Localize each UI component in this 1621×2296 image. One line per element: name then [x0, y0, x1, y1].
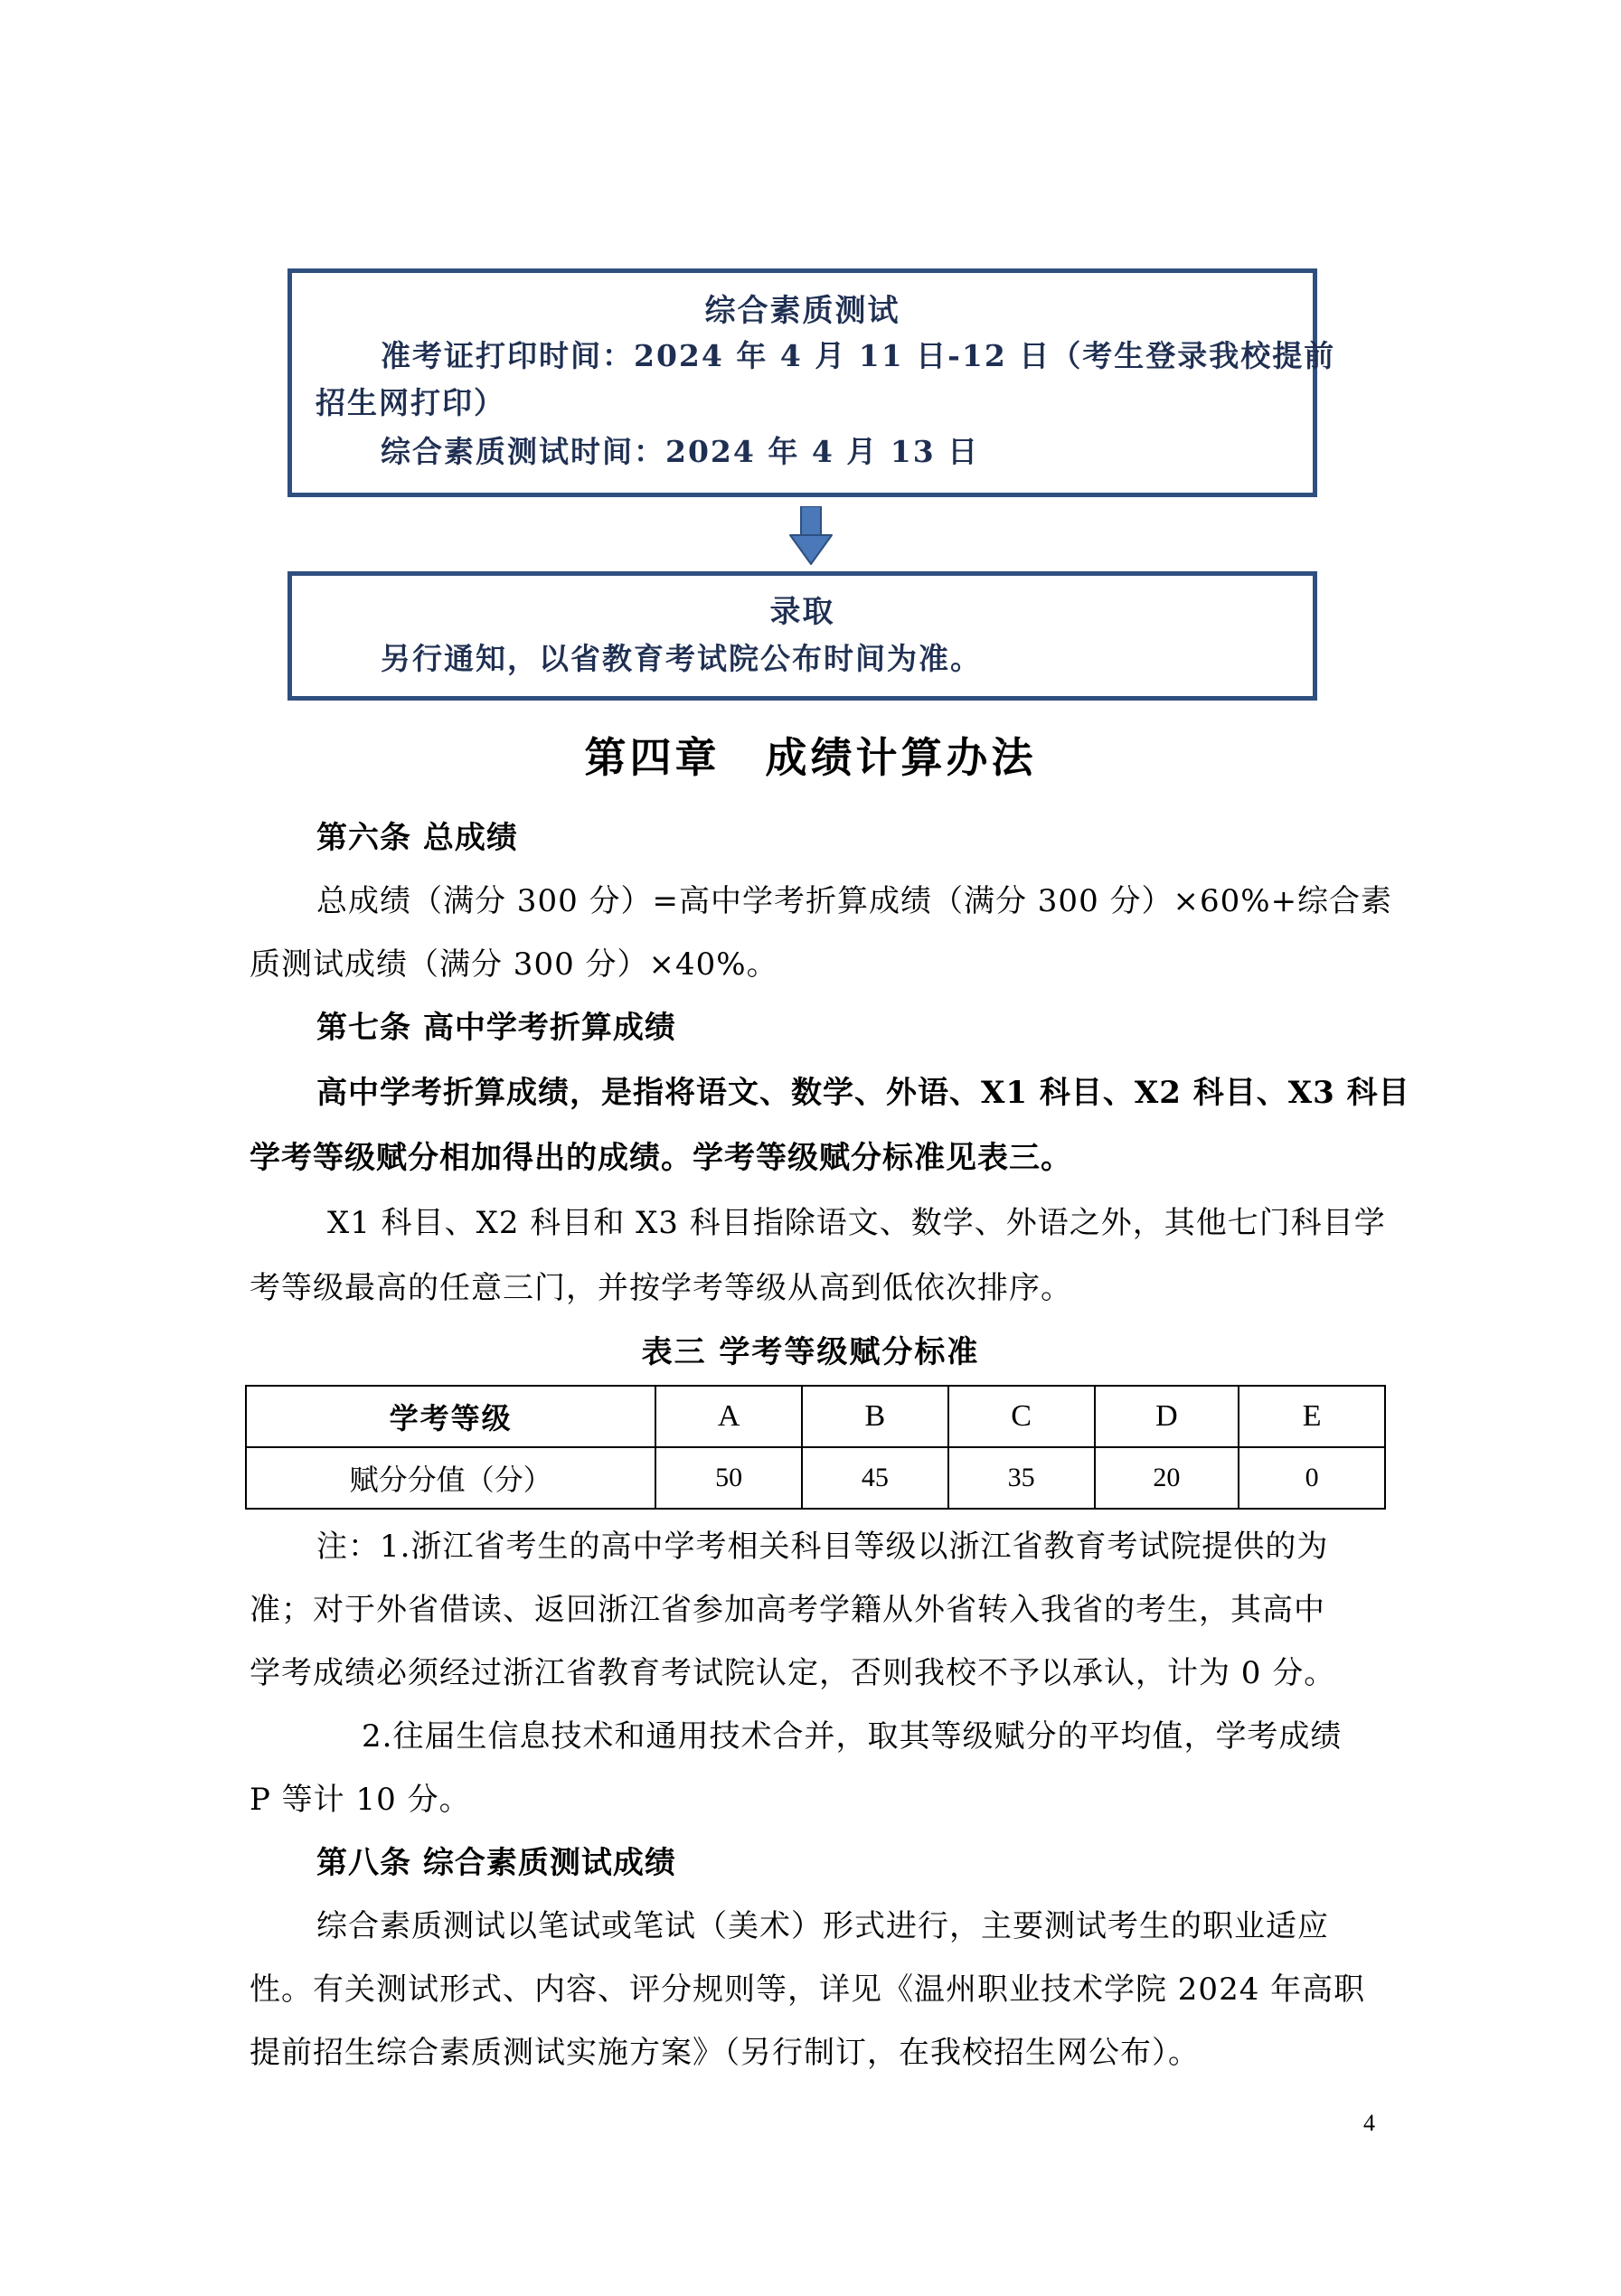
flow-box-admission: [287, 571, 1317, 701]
flow-box-title: 录取: [769, 594, 835, 630]
table-header-row: [246, 1386, 1385, 1447]
table-header-cell: E: [1239, 1386, 1385, 1447]
table-cell: 20: [1095, 1447, 1239, 1509]
paragraph-line: 考等级最高的任意三门，并按学考等级从高到低依次排序。: [250, 1270, 1072, 1306]
note-line: P 等计 10 分。: [250, 1782, 471, 1818]
article-heading: 第六条 总成绩: [316, 820, 518, 856]
chapter-title: 第四章 成绩计算办法: [584, 733, 1037, 782]
flow-box-line: 综合素质测试时间：2024 年 4 月 13 日: [381, 434, 980, 469]
table-header-cell: 学考等级: [246, 1386, 655, 1447]
article-heading: 第七条 高中学考折算成绩: [316, 1010, 676, 1046]
page-number: 4: [1363, 2110, 1375, 2136]
flow-box-line: 招生网打印）: [316, 385, 505, 420]
table-header-cell: C: [948, 1386, 1095, 1447]
note-line: 2.往届生信息技术和通用技术合并，取其等级赋分的平均值，学考成绩: [362, 1718, 1343, 1755]
article-heading: 第八条 综合素质测试成绩: [316, 1845, 676, 1881]
paragraph-line: 质测试成绩（满分 300 分）×40%。: [250, 946, 778, 983]
paragraph-line: 总成绩（满分 300 分）=高中学考折算成绩（满分 300 分）×60%+综合素: [316, 883, 1393, 919]
table-cell: 赋分分值（分）: [246, 1447, 655, 1509]
flow-box-comprehensive-test: [287, 268, 1336, 497]
table-cell: 50: [655, 1447, 802, 1509]
note-line: 学考成绩必须经过浙江省教育考试院认定，否则我校不予以承认，计为 0 分。: [250, 1655, 1336, 1691]
note-line: 注：1.浙江省考生的高中学考相关科目等级以浙江省教育考试院提供的为: [316, 1529, 1329, 1565]
flow-box-title: 综合素质测试: [704, 293, 900, 329]
paragraph-line: 性。有关测试形式、内容、评分规则等，详见《温州职业技术学院 2024 年高职: [250, 1971, 1366, 2008]
table-caption: 表三 学考等级赋分标准: [641, 1334, 980, 1370]
paragraph-line: 综合素质测试以笔试或笔试（美术）形式进行，主要测试考生的职业适应: [316, 1908, 1329, 1944]
table-cell: 45: [802, 1447, 948, 1509]
table-header-cell: B: [802, 1386, 948, 1447]
flow-box-line: 另行通知，以省教育考试院公布时间为准。: [381, 641, 982, 676]
note-line: 准；对于外省借读、返回浙江省参加高考学籍从外省转入我省的考生，其高中: [250, 1592, 1325, 1628]
table-header-cell: D: [1095, 1386, 1239, 1447]
flow-box-line: 准考证打印时间：2024 年 4 月 11 日-12 日（考生登录我校提前: [381, 338, 1336, 373]
table-cell: 35: [948, 1447, 1095, 1509]
grade-score-table: [245, 1385, 1386, 1510]
arrow-down-icon: [788, 506, 834, 566]
paragraph-line: 高中学考折算成绩，是指将语文、数学、外语、X1 科目、X2 科目、X3 科目: [316, 1075, 1410, 1111]
paragraph-line: X1 科目、X2 科目和 X3 科目指除语文、数学、外语之外，其他七门科目学: [327, 1205, 1386, 1241]
table-row: [246, 1447, 1385, 1509]
table-header-cell: A: [655, 1386, 802, 1447]
paragraph-line: 提前招生综合素质测试实施方案》（另行制订，在我校招生网公布）。: [250, 2035, 1200, 2071]
paragraph-line: 学考等级赋分相加得出的成绩。学考等级赋分标准见表三。: [250, 1140, 1072, 1176]
table-cell: 0: [1239, 1447, 1385, 1509]
